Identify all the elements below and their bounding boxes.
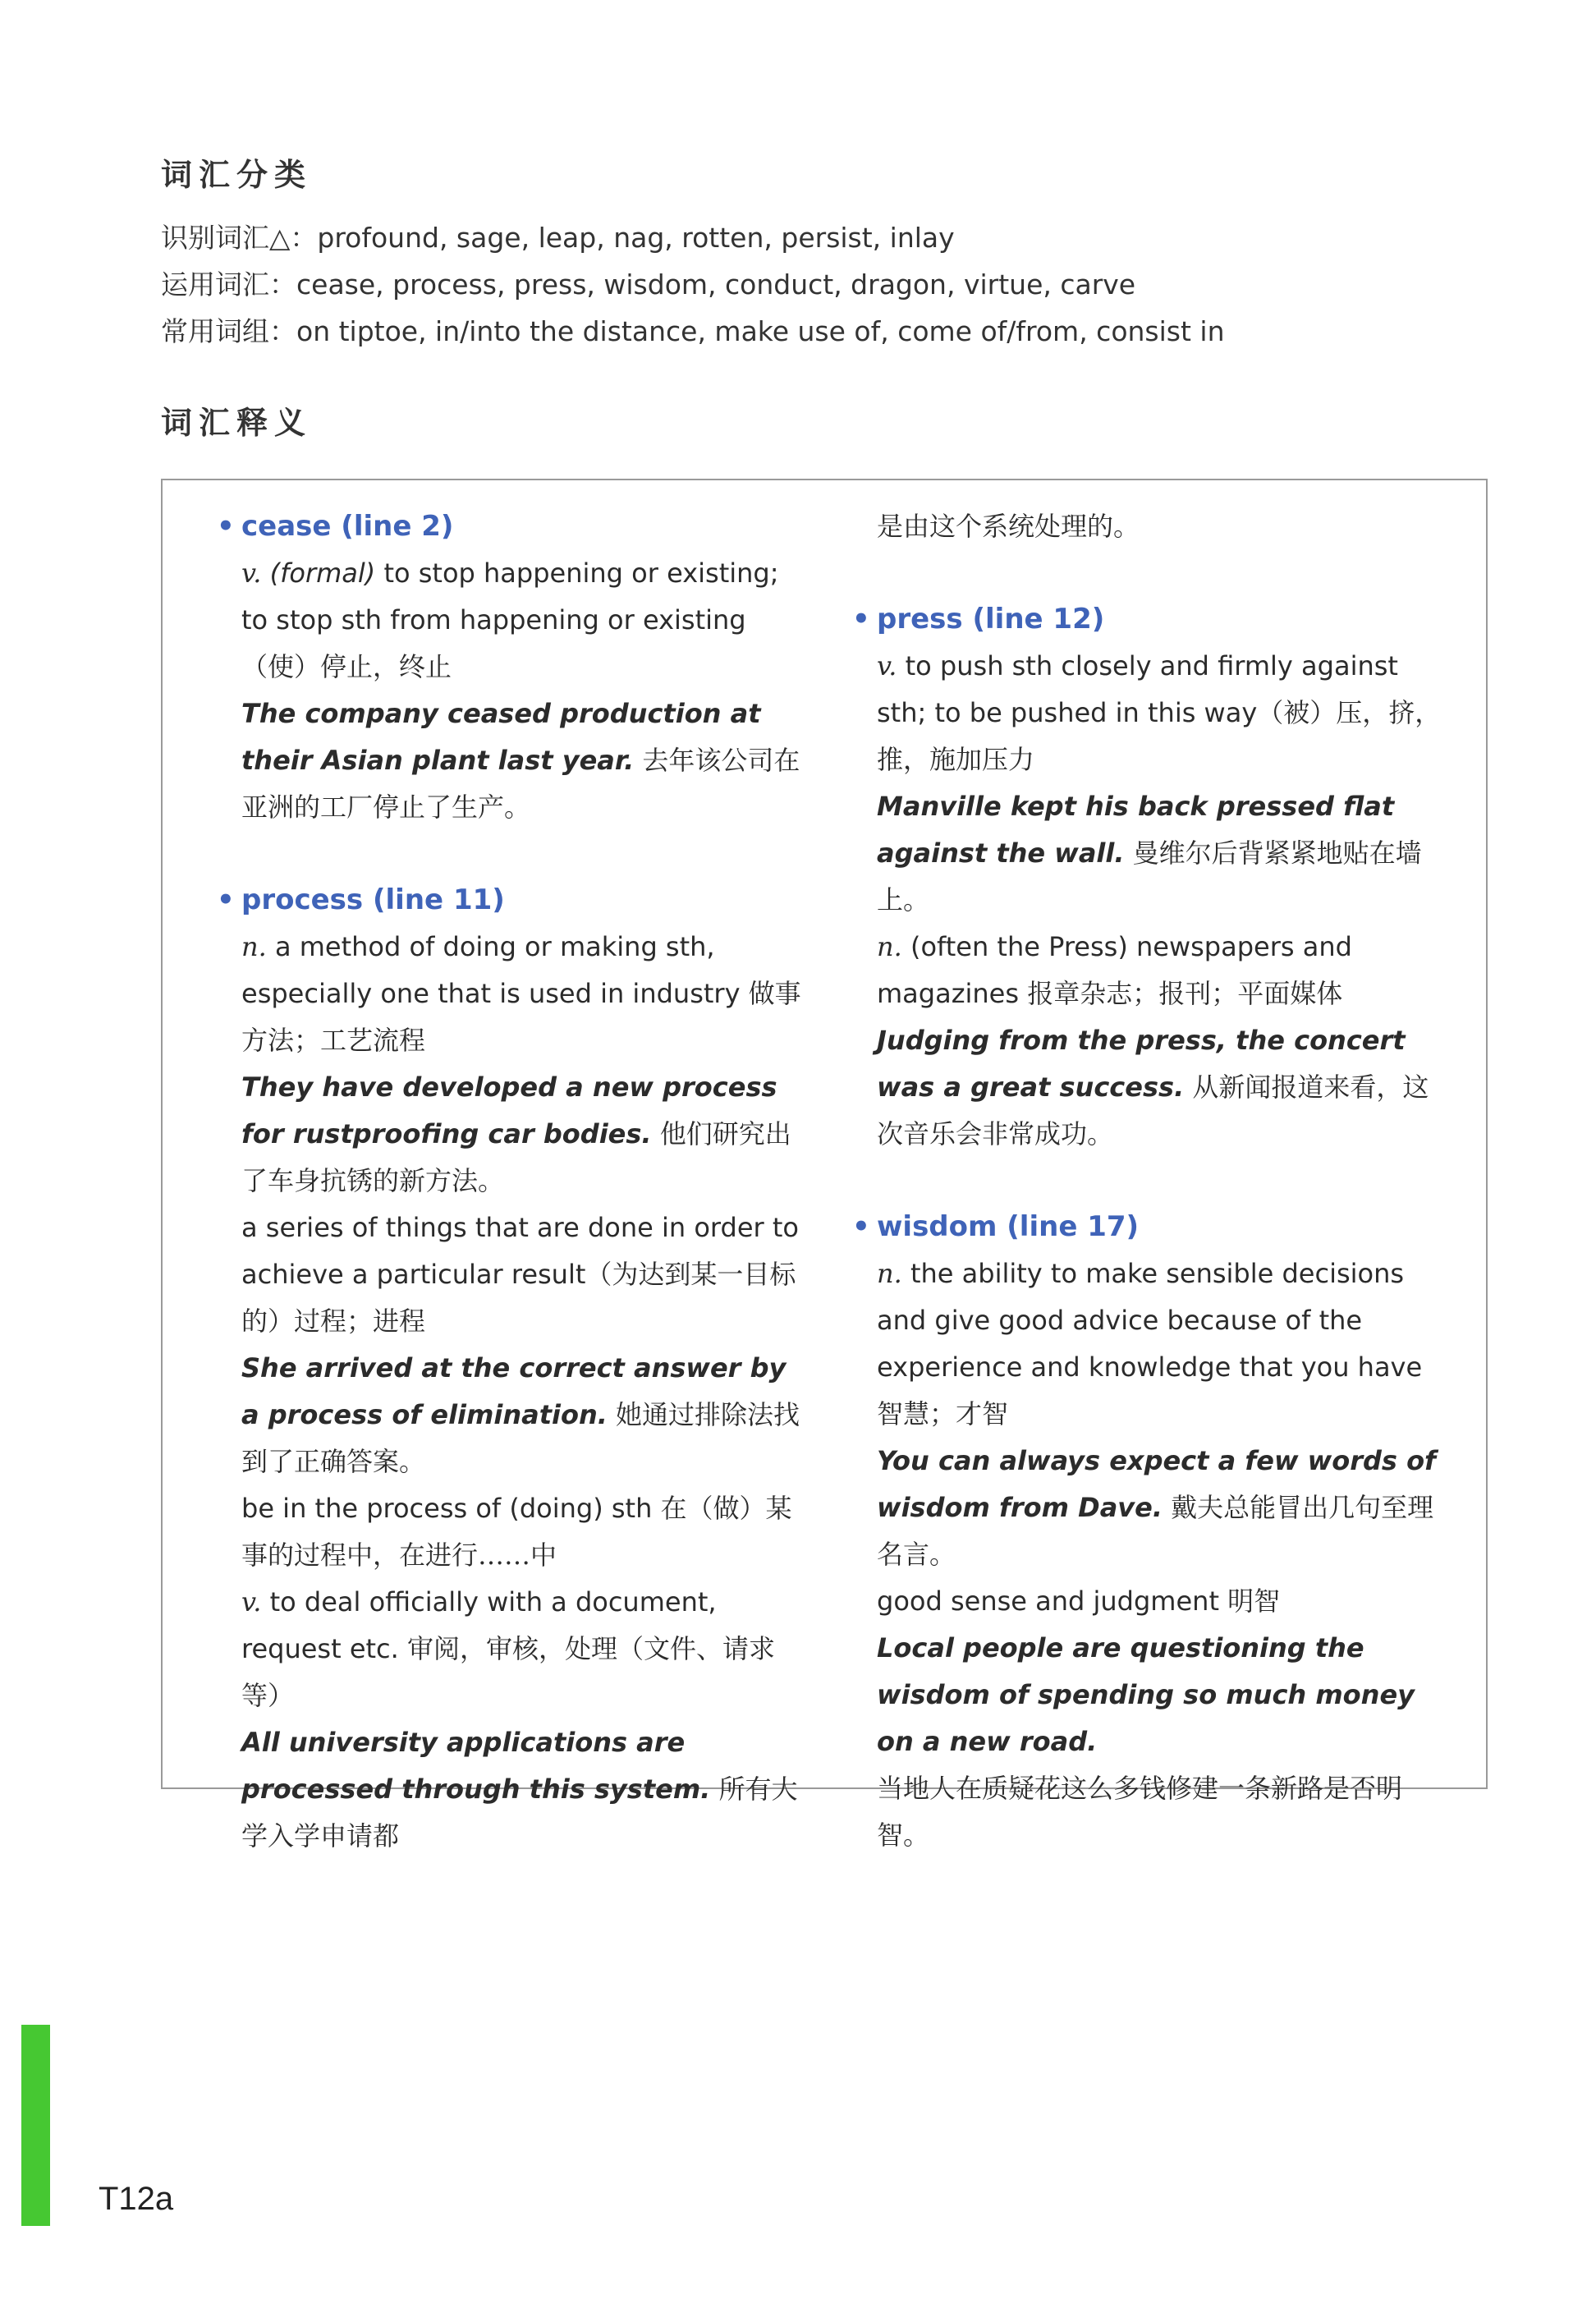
section-title-definitions: 词汇释义: [161, 405, 313, 441]
example-translation: 当地人在质疑花这么多钱修建一条新路是否明智。: [877, 1773, 1403, 1851]
example: She arrived at the correct answer by a process of elimination. 她通过排除法找到了正确答案。: [241, 1352, 800, 1477]
entry-headword: • cease (line 2): [217, 503, 808, 550]
entry-cease: [217, 503, 808, 831]
definitions-left-column: [217, 503, 808, 1906]
bullet-icon: •: [217, 883, 235, 916]
definition: n. (often the Press) newspapers and magazines 报章杂志；报刊；平面媒体: [877, 931, 1352, 1009]
bullet-icon: •: [852, 1210, 870, 1243]
entry-wisdom: [852, 1204, 1443, 1859]
entry-headword: • wisdom (line 17): [852, 1204, 1443, 1250]
classification-line-phrases: [161, 310, 1225, 349]
example: Manville kept his back pressed flat against the wall. 曼维尔后背紧紧地贴在墙上。: [877, 791, 1422, 915]
entry-headword: • press (line 12): [852, 596, 1443, 643]
classification-line-usage: [161, 264, 1135, 302]
definition: good sense and judgment 明智: [877, 1585, 1281, 1617]
example-continuation: 是由这个系统处理的。: [877, 511, 1140, 542]
classification-label: 运用词汇：: [161, 268, 296, 301]
definition: v. (formal) to stop happening or existing; to stop sth from happening or existing（使）停止，终止: [241, 558, 779, 682]
example: You can always expect a few words of wisdom from Dave. 戴夫总能冒出几句至理名言。: [877, 1445, 1436, 1570]
example: All university applications are processed through this system. 所有大学入学申请都: [241, 1727, 798, 1852]
entry-press: [852, 596, 1443, 1158]
phrase: be in the process of (doing) sth 在（做）某事的过程中，在进行……中: [241, 1493, 792, 1571]
page-number: T12a: [99, 2181, 174, 2217]
definitions-right-column: [852, 503, 1443, 1905]
page-accent-bar: [21, 2025, 50, 2226]
entry-process: [217, 877, 808, 1860]
classification-line-recognition: [161, 217, 955, 255]
classification-words: profound, sage, leap, nag, rotten, persist, inlay: [317, 222, 955, 254]
definitions-box: [161, 479, 1488, 1852]
definition: a series of things that are done in order to achieve a particular result（为达到某一目标的）过程；进程: [241, 1212, 799, 1337]
definition: n. the ability to make sensible decisions and give good advice because of the experience and knowledge that you have 智慧；才智: [877, 1258, 1423, 1429]
entry-headword: • process (line 11): [217, 877, 808, 924]
entry-process-continued: [877, 503, 1443, 550]
definition: n. a method of doing or making sth, especially one that is used in industry 做事方法；工艺流程: [241, 931, 801, 1056]
classification-label: 常用词组：: [161, 315, 296, 347]
definition: v. to deal officially with a document, request etc. 审阅，审核，处理（文件、请求等）: [241, 1586, 775, 1711]
section-title-classification: 词汇分类: [161, 157, 313, 193]
classification-words: cease, process, press, wisdom, conduct, dragon, virtue, carve: [296, 268, 1136, 301]
classification-label: 识别词汇△：: [161, 222, 318, 254]
example: The company ceased production at their Asian plant last year. 去年该公司在亚洲的工厂停止了生产。: [241, 698, 800, 823]
example: They have developed a new process for rustproofing car bodies. 他们研究出了车身抗锈的新方法。: [241, 1071, 791, 1196]
classification-words: on tiptoe, in/into the distance, make use of, come of/from, consist in: [296, 315, 1225, 347]
bullet-icon: •: [852, 603, 870, 636]
example: Judging from the press, the concert was a great success. 从新闻报道来看，这次音乐会非常成功。: [877, 1025, 1429, 1150]
bullet-icon: •: [217, 510, 235, 543]
example: Local people are questioning the wisdom of spending so much money on a new road.: [877, 1632, 1415, 1757]
definition: v. to push sth closely and firmly against sth; to be pushed in this way（被）压，挤，推，施加压力: [877, 650, 1442, 775]
